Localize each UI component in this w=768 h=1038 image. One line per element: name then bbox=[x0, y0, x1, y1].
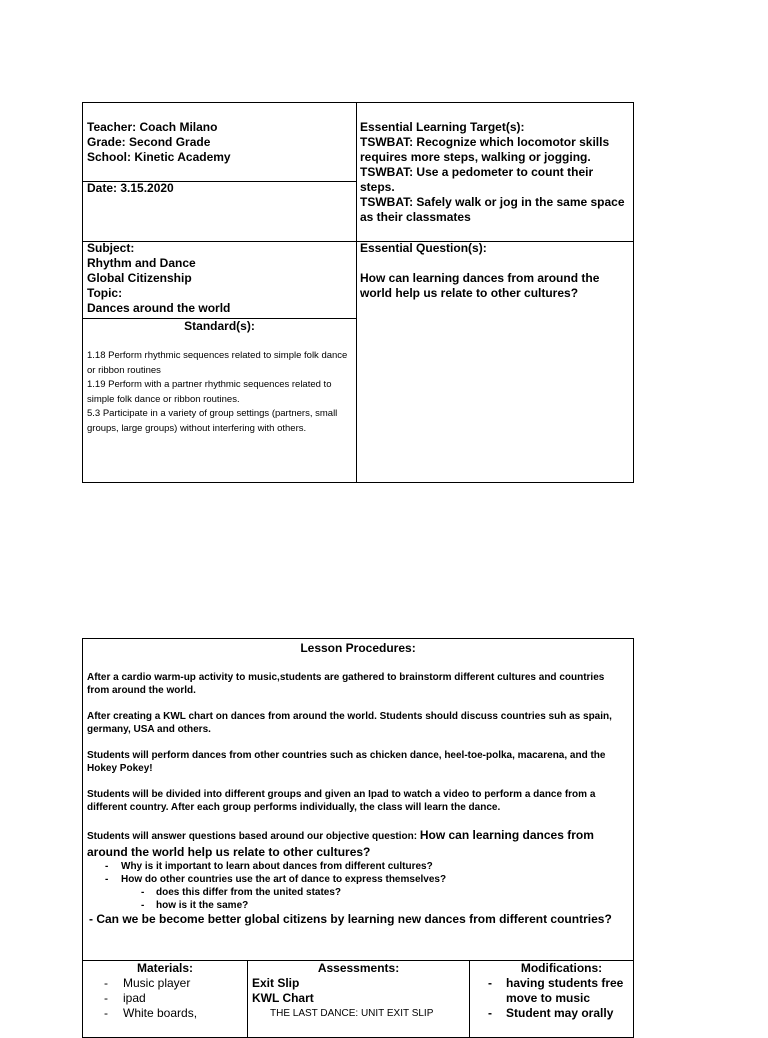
assessments-heading: Assessments: bbox=[317, 961, 400, 975]
topic-label: Topic: bbox=[87, 286, 123, 300]
modification-item: - having students free move to music bbox=[482, 976, 633, 1006]
sub-question-item: - how is it the same? bbox=[87, 899, 629, 912]
subject-topic bbox=[87, 241, 352, 316]
procedures-heading: Lesson Procedures: bbox=[300, 641, 416, 655]
objective-question: How can learning dances from around the world help us relate to other cultures? bbox=[87, 828, 594, 859]
modifications-heading: Modifications: bbox=[520, 961, 603, 975]
exit-slip-title: THE LAST DANCE: UNIT EXIT SLIP bbox=[270, 1008, 434, 1019]
subject-item: Global Citizenship bbox=[87, 271, 192, 285]
sub-question-list bbox=[87, 886, 629, 912]
assessment-item: Exit Slip bbox=[252, 976, 300, 990]
procedure-paragraph: After a cardio warm-up activity to music,students are gathered to brainstorm different cultures and countries from around the world. bbox=[87, 672, 605, 696]
lesson-date: Date: 3.15.2020 bbox=[87, 181, 174, 195]
modification-item: - Student may orally bbox=[482, 1006, 633, 1021]
topic-value: Dances around the world bbox=[87, 301, 231, 315]
teacher-info bbox=[87, 120, 352, 165]
standard-item: 5.3 Participate in a variety of group settings (partners, small groups, large groups) without interfering with others. bbox=[87, 408, 338, 434]
learning-targets-heading: Essential Learning Target(s): bbox=[360, 120, 525, 134]
standards-cell bbox=[83, 318, 356, 436]
closing-question: - Can we be become better global citizens by learning new dances from different countries? bbox=[89, 912, 612, 926]
essential-question-cell bbox=[360, 241, 630, 301]
learning-targets bbox=[360, 120, 630, 225]
modifications-cell bbox=[470, 961, 633, 1021]
essential-question-heading: Essential Question(s): bbox=[360, 241, 487, 255]
objective-paragraph bbox=[87, 827, 629, 860]
question-list bbox=[87, 860, 629, 886]
assessments-cell bbox=[248, 961, 469, 1020]
assessment-item: KWL Chart bbox=[252, 991, 314, 1005]
question-item: - Why is it important to learn about dances from different cultures? bbox=[87, 860, 629, 873]
materials-heading: Materials: bbox=[136, 961, 194, 975]
grade-level: Grade: Second Grade bbox=[87, 135, 211, 149]
material-item: - White boards, bbox=[83, 1006, 247, 1021]
learning-target: TSWBAT: Use a pedometer to count their steps. bbox=[360, 165, 594, 194]
objective-intro: Students will answer questions based around our objective question: bbox=[87, 831, 420, 842]
materials-cell bbox=[83, 961, 247, 1021]
learning-target: TSWBAT: Safely walk or jog in the same space as their classmates bbox=[360, 195, 625, 224]
material-item: - ipad bbox=[83, 991, 247, 1006]
procedure-paragraph: Students will perform dances from other countries such as chicken dance, heel-toe-polka, macarena, and the Hokey Pokey! bbox=[87, 750, 606, 774]
modifications-list bbox=[470, 976, 633, 1021]
procedures-cell bbox=[83, 641, 633, 927]
subject-item: Rhythm and Dance bbox=[87, 256, 196, 270]
lesson-procedures-table bbox=[82, 638, 634, 1038]
material-item: - Music player bbox=[83, 976, 247, 991]
materials-list bbox=[83, 976, 247, 1021]
procedure-paragraph: Students will be divided into different groups and given an Ipad to watch a video to perform a dance from a different country. After each group performs individually, the class will learn the dance. bbox=[87, 789, 596, 813]
school-name: School: Kinetic Academy bbox=[87, 150, 231, 164]
standard-item: 1.19 Perform with a partner rhythmic sequences related to simple folk dance or ribbon routines. bbox=[87, 379, 332, 405]
procedure-paragraph: After creating a KWL chart on dances from around the world. Students should discuss countries suh as spain, germany, USA and others. bbox=[87, 711, 612, 735]
standards-heading: Standard(s): bbox=[184, 319, 255, 333]
question-item: - How do other countries use the art of dance to express themselves? bbox=[87, 873, 629, 886]
standard-item: 1.18 Perform rhythmic sequences related to simple folk dance or ribbon routines bbox=[87, 350, 348, 376]
teacher-name: Teacher: Coach Milano bbox=[87, 120, 218, 134]
lesson-header-table bbox=[82, 102, 634, 483]
subject-label: Subject: bbox=[87, 241, 135, 255]
learning-target: TSWBAT: Recognize which locomotor skills requires more steps, walking or jogging. bbox=[360, 135, 610, 164]
sub-question-item: - does this differ from the united states? bbox=[87, 886, 629, 899]
essential-question: How can learning dances from around the world help us relate to other cultures? bbox=[360, 271, 600, 300]
